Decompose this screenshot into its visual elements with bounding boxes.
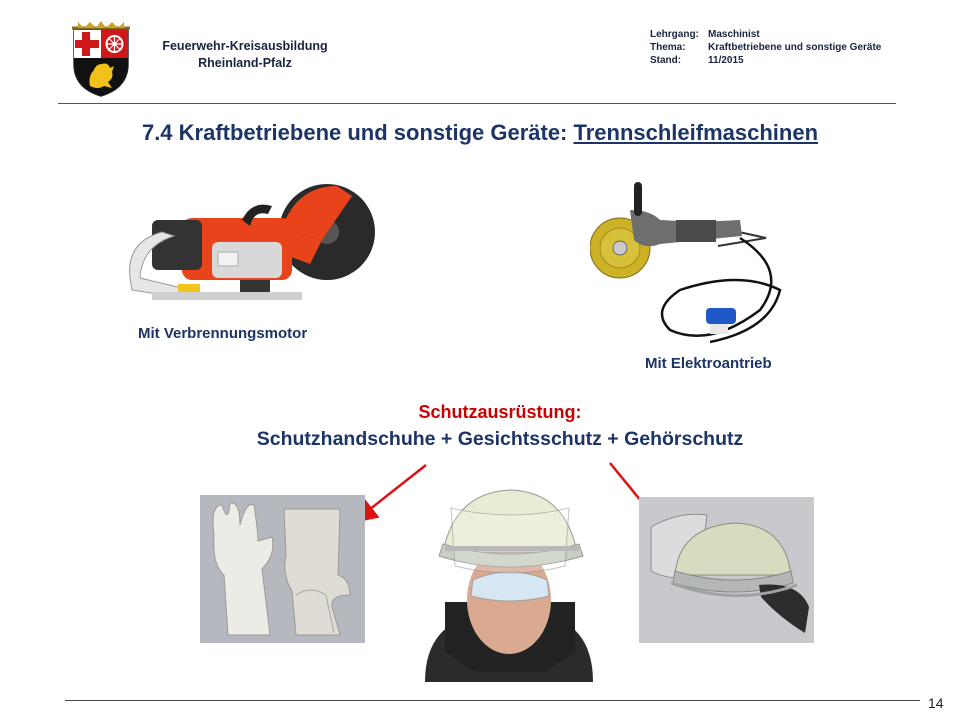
stand-value: 11/2015 [708,55,744,66]
org-line1: Feuerwehr-Kreisausbildung [162,39,328,53]
lehrgang-value: Maschinist [708,29,760,40]
footer-divider [65,700,920,701]
gloves-image [200,495,365,643]
page-number: 14 [928,695,944,711]
title-topic: Trennschleifmaschinen [573,120,819,145]
thema-label: Thema: [650,42,686,53]
lehrgang-label: Lehrgang: [650,29,699,40]
caption-combustion: Mit Verbrennungsmotor [138,325,308,342]
slide-title [40,120,920,146]
protection-items: Schutzhandschuhe + Gesichtsschutz + Gehörschutz [256,428,744,450]
coat-of-arms-logo [68,20,134,98]
course-meta [650,28,881,67]
title-prefix: 7.4 Kraftbetriebene und sonstige Geräte: [141,120,574,145]
caption-electric: Mit Elektroantrieb [645,355,772,372]
stand-label: Stand: [650,55,682,66]
thema-value: Kraftbetriebene und sonstige Geräte [708,42,882,53]
firefighter-helmet-goggles-image [415,482,600,682]
helmet-ear-protection-image [639,497,814,643]
header-divider [58,103,896,104]
org-line2: Rheinland-Pfalz [198,56,292,70]
organization-name [140,38,350,72]
electric-angle-grinder-image [590,180,790,350]
protection-heading: Schutzausrüstung: [418,402,582,422]
combustion-cutoff-saw-image [122,180,377,320]
